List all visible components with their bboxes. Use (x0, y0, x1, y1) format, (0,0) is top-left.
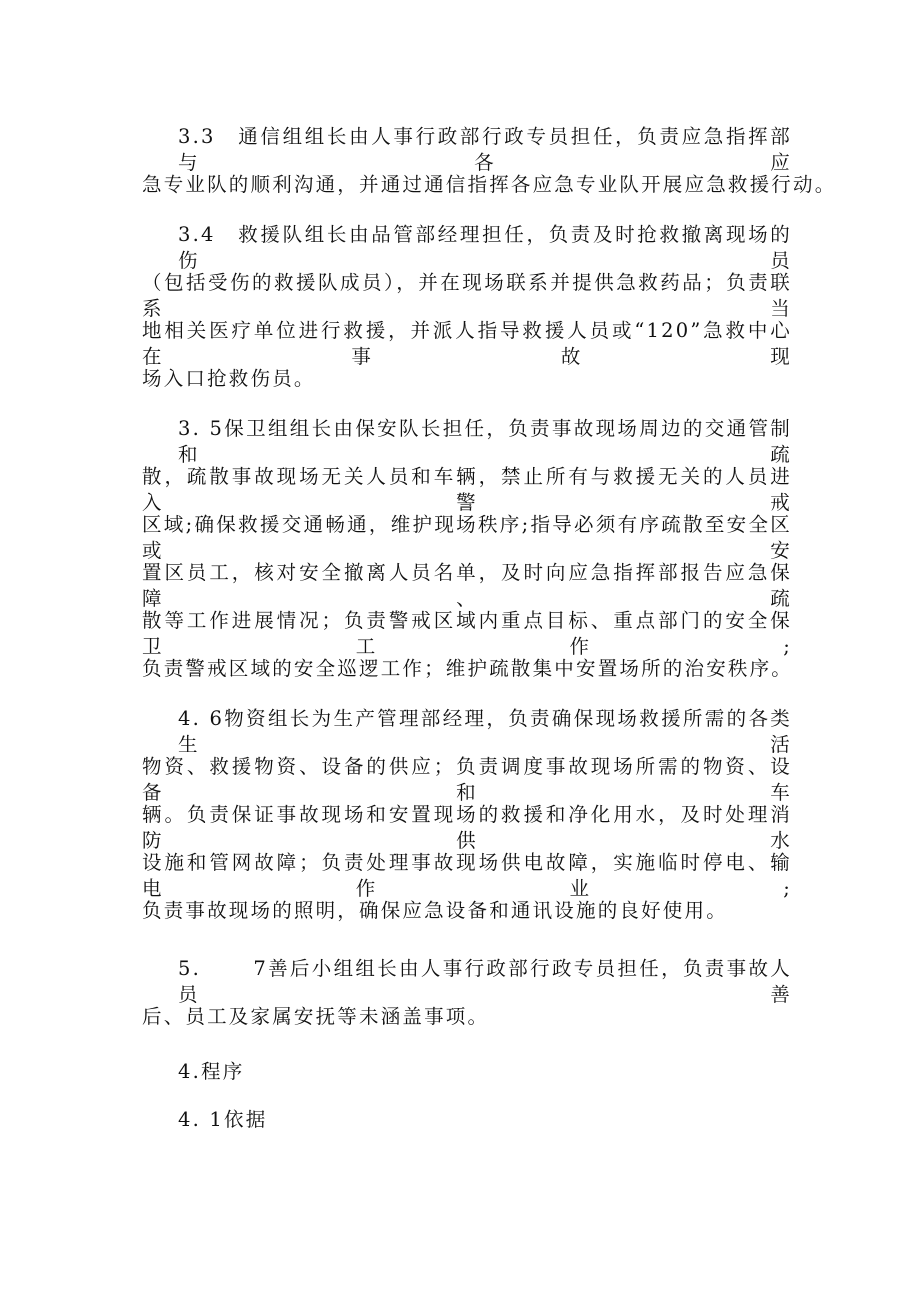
text-line: 5. 7善后小组组长由人事行政部行政专员担任，负责事故人员善 (178, 957, 792, 1006)
text-line: 3.3 通信组组长由人事行政部行政专员担任，负责应急指挥部与各应 (178, 125, 792, 174)
text-line: 区域;确保救援交通畅通，维护现场秩序;指导必须有序疏散至安全区或安 (142, 513, 792, 562)
text-line: 负责事故现场的照明，确保应急设备和通讯设施的良好使用。 (142, 899, 728, 922)
text-line: 散等工作进展情况；负责警戒区域内重点目标、重点部门的安全保卫工作; (142, 609, 792, 658)
text-line: 后、员工及家属安抚等未涵盖事项。 (142, 1005, 490, 1028)
text-line: 负责警戒区域的安全巡逻工作；维护疏散集中安置场所的治安秩序。 (142, 657, 794, 680)
text-line: 3.4 救援队组长由品管部经理担任，负责及时抢救撤离现场的伤员 (178, 223, 792, 272)
text-line: 设施和管网故障；负责处理事故现场供电故障，实施临时停电、输电作业; (142, 851, 792, 900)
text-line: 地相关医疗单位进行救援，并派人指导救援人员或“120”急救中心在事故现 (142, 319, 792, 368)
section-heading: 4.程序 (178, 1060, 245, 1083)
text-line: 置区员工，核对安全撤离人员名单，及时向应急指挥部报告应急保障、疏 (142, 561, 792, 610)
text-line: 3. 5保卫组组长由保安队长担任，负责事故现场周边的交通管制和疏 (178, 417, 792, 466)
text-line: 辆。负责保证事故现场和安置现场的救援和净化用水，及时处理消防供水 (142, 803, 792, 852)
text-line: 4. 6物资组长为生产管理部经理，负责确保现场救援所需的各类生活 (178, 707, 792, 756)
text-line: 物资、救援物资、设备的供应；负责调度事故现场所需的物资、设备和车 (142, 755, 792, 804)
text-line: 急专业队的顺利沟通，并通过通信指挥各应急专业队开展应急救援行动。 (142, 173, 837, 196)
text-line: （包括受伤的救援队成员），并在现场联系并提供急救药品；负责联系当 (142, 271, 792, 320)
text-line: 场入口抢救伤员。 (142, 367, 316, 390)
text-line: 散，疏散事故现场无关人员和车辆，禁止所有与救援无关的人员进入警戒 (142, 465, 792, 514)
subsection-heading: 4. 1依据 (178, 1108, 268, 1131)
